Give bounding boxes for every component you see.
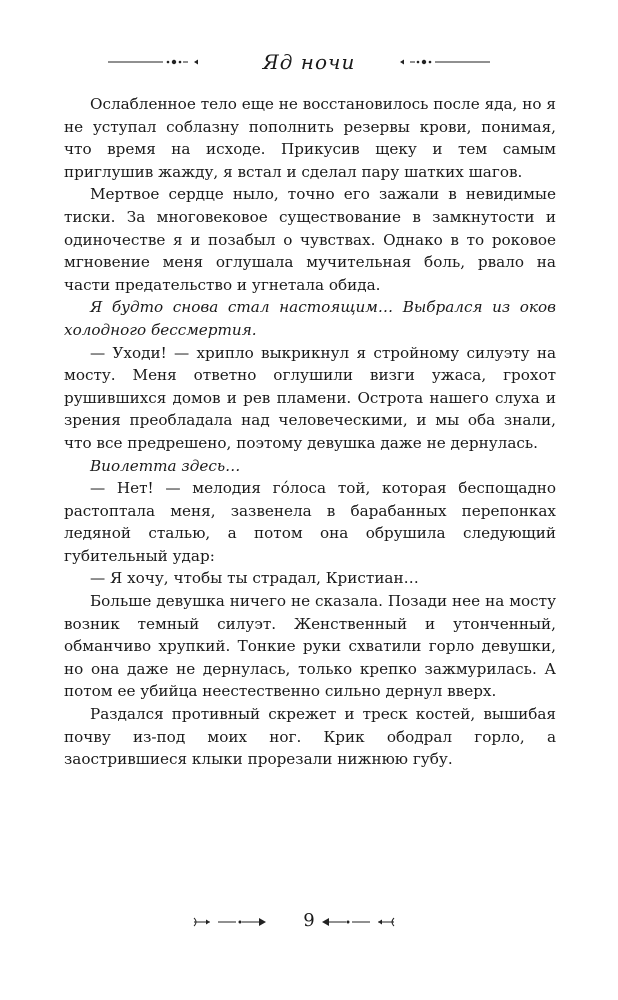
running-header [0,50,618,80]
paragraph: Мертвое сердце ныло, точно его зажали в невидимые тиски. За многовековое существование в замкнутости и одиночестве я и позабыл о чувствах. Однако в то роковое мгновение меня оглушала мучительная боль, рвало на части предательство и угнетала обида. [64,185,556,294]
right-footer-ornament [320,914,396,930]
page-footer [0,908,618,938]
italic-thought: Я будто снова стал настоящим… Выбрался из оков холодного бессмертия. [64,298,556,339]
paragraph: Раздался противный скрежет и треск костей, вышибая почву из-под моих ног. Крик ободрал горло, а заострившиеся клыки прорезали нижнюю губу. [64,705,556,769]
chapter-body [64,93,556,771]
right-header-ornament [398,54,490,70]
dialogue-paragraph: — Нет! — мелодия го́лоса той, которая беспощадно растоптала меня, зазвенела в барабанных перепонках ледяной сталью, а потом она обрушила следующий губительный удар: [64,479,556,565]
italic-thought: Виолетта здесь… [90,456,241,475]
paragraph: Ослабленное тело еще не восстановилось после яда, но я не уступал соблазну пополнить резервы крови, понимая, что время на исходе. Прикусив щеку и тем самым приглушив жажду, я встал и сделал пару шатких шагов. [64,95,556,181]
dialogue-paragraph: — Я хочу, чтобы ты страдал, Кристиан… [90,569,419,588]
paragraph: Больше девушка ничего не сказала. Позади нее на мосту возник темный силуэт. Женственный и утонченный, обманчиво хрупкий. Тонкие руки схватили горло девушки, но она даже не дернулась, только крепко зажмурилась. А потом ее убийца неестественно сильно дернул вверх. [64,592,556,701]
page-number: 9 [303,910,315,931]
dialogue-paragraph: — Уходи! — хрипло выкрикнул я стройному силуэту на мосту. Меня ответно оглушили визги ужаса, грохот рушившихся домов и рев пламени. Острота нашего слуха и зрения преобладала над человеческими, и мы оба знали, что все предрешено, поэтому девушка даже не дернулась. [64,343,556,452]
book-title: Яд ночи [262,50,356,74]
